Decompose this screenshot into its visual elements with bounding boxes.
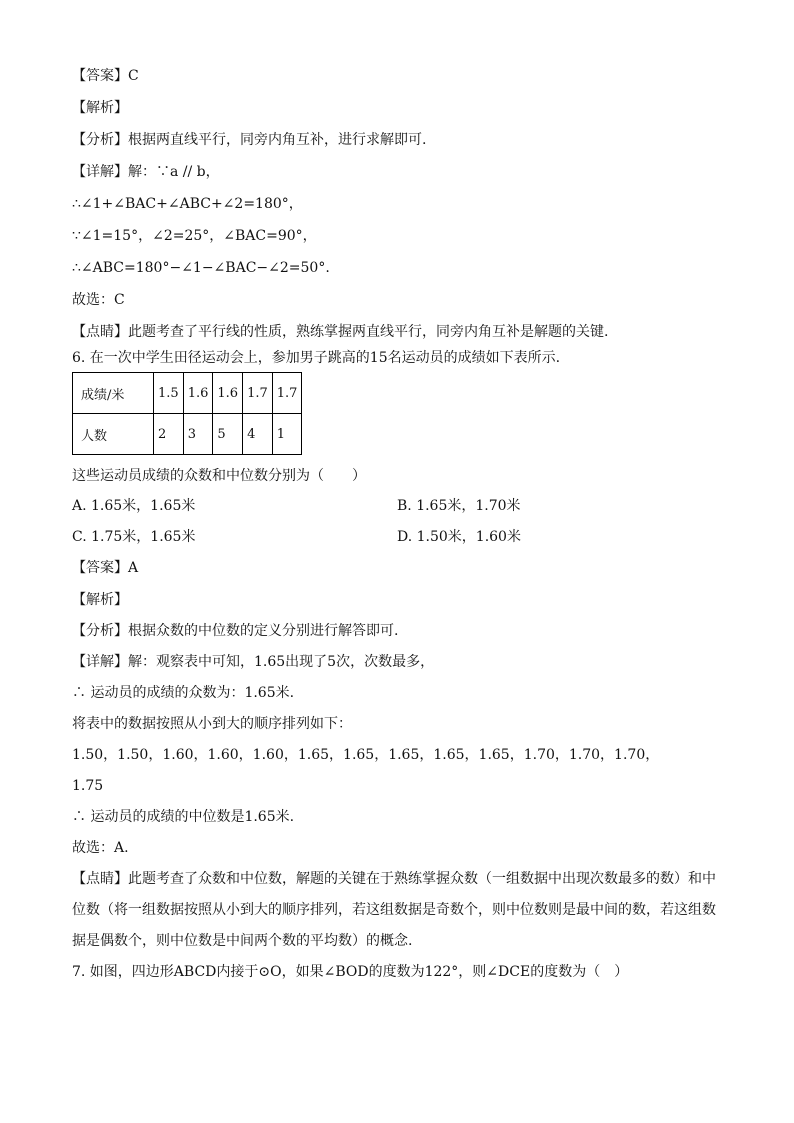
comment-text: 此题考查了众数和中位数，解题的关键在于熟练掌握众数（一组数据中出现次数最多的数）和中 bbox=[128, 871, 716, 887]
q5-equation-3: ∴∠ABC=180°−∠1−∠BAC−∠2=50°. bbox=[72, 260, 330, 276]
answer-value: A bbox=[128, 560, 139, 576]
answer-tag: 【答案】 bbox=[72, 560, 128, 576]
q6-comment-line-3: 据是偶数个，则中位数是中间两个数的平均数）的概念. bbox=[72, 933, 413, 949]
table-cell: 1.6 bbox=[183, 373, 213, 414]
detail-text: 解：观察表中可知，1.65出现了5次，次数最多， bbox=[128, 654, 435, 670]
q6-choose: 故选：A. bbox=[72, 840, 129, 856]
detail-tag: 【详解】 bbox=[72, 654, 128, 670]
answer-tag: 【答案】 bbox=[72, 68, 128, 84]
score-table bbox=[72, 372, 302, 455]
choice-d: D. 1.50米，1.60米 bbox=[397, 529, 521, 545]
table-cell: 1 bbox=[272, 414, 302, 455]
detail-tag: 【详解】 bbox=[72, 164, 128, 180]
q5-comment-line bbox=[72, 322, 608, 342]
q6-comment-line-2: 位数（将一组数据按照从小到大的顺序排列，若这组数据是奇数个，则中位数则是最中间的数，若这组数 bbox=[72, 902, 716, 918]
q6-mode-line: ∴ 运动员的成绩的众数为：1.65米. bbox=[72, 685, 295, 701]
q6-comment-line-1 bbox=[72, 869, 716, 889]
table-cell: 3 bbox=[183, 414, 213, 455]
q6-question: 这些运动员成绩的众数和中位数分别为（ ） bbox=[72, 468, 366, 484]
q5-fenxi-line bbox=[72, 130, 426, 150]
table-row bbox=[73, 414, 302, 455]
q6-median-line: ∴ 运动员的成绩的中位数是1.65米. bbox=[72, 809, 295, 825]
q7-stem: 7. 如图，四边形ABCD内接于⊙O，如果∠BOD的度数为122°，则∠DCE的度数为（ ） bbox=[72, 964, 629, 980]
table-header-cell: 人数 bbox=[73, 414, 154, 455]
comment-tag: 【点睛】 bbox=[72, 871, 128, 887]
comment-tag: 【点睛】 bbox=[72, 324, 128, 340]
comment-text: 此题考查了平行线的性质，熟练掌握两直线平行，同旁内角互补是解题的关键. bbox=[128, 324, 609, 340]
q5-equation-1: ∴∠1+∠BAC+∠ABC+∠2=180°， bbox=[72, 196, 303, 212]
answer-value: C bbox=[128, 68, 139, 84]
fenxi-text: 根据两直线平行，同旁内角互补，进行求解即可. bbox=[128, 132, 427, 148]
q6-sort-line: 将表中的数据按照从小到大的顺序排列如下： bbox=[72, 716, 352, 732]
q6-fenxi-line bbox=[72, 621, 398, 641]
table-row bbox=[73, 373, 302, 414]
q5-detail-line bbox=[72, 162, 220, 182]
table-cell: 2 bbox=[154, 414, 184, 455]
q6-answer-line bbox=[72, 558, 138, 578]
q6-sequence-end: 1.75 bbox=[72, 778, 104, 794]
q5-analysis-heading: 【解析】 bbox=[72, 100, 128, 116]
table-cell: 1.6 bbox=[213, 373, 243, 414]
table-cell: 1.7 bbox=[243, 373, 273, 414]
choice-c: C. 1.75米，1.65米 bbox=[72, 529, 196, 545]
fenxi-tag: 【分析】 bbox=[72, 132, 128, 148]
q6-stem: 6. 在一次中学生田径运动会上，参加男子跳高的15名运动员的成绩如下表所示. bbox=[72, 350, 561, 366]
q6-analysis-heading: 【解析】 bbox=[72, 592, 128, 608]
table-header-cell: 成绩/米 bbox=[73, 373, 154, 414]
q6-detail-line bbox=[72, 652, 434, 672]
choice-a: A. 1.65米，1.65米 bbox=[72, 498, 196, 514]
table-cell: 1.7 bbox=[272, 373, 302, 414]
table-cell: 4 bbox=[243, 414, 273, 455]
q5-equation-2: ∵∠1=15°，∠2=25°，∠BAC=90°， bbox=[72, 228, 317, 244]
fenxi-text: 根据众数的中位数的定义分别进行解答即可. bbox=[128, 623, 399, 639]
table-cell: 5 bbox=[213, 414, 243, 455]
choice-b: B. 1.65米，1.70米 bbox=[397, 498, 521, 514]
q5-choose: 故选：C bbox=[72, 292, 125, 308]
q5-answer-line bbox=[72, 66, 139, 86]
fenxi-tag: 【分析】 bbox=[72, 623, 128, 639]
detail-text: 解：∵a // b， bbox=[128, 164, 220, 180]
table-cell: 1.5 bbox=[154, 373, 184, 414]
q6-sequence-line: 1.50，1.50，1.60，1.60，1.60，1.65，1.65，1.65，1.65，1.65，1.70，1.70，1.70， bbox=[72, 747, 660, 763]
